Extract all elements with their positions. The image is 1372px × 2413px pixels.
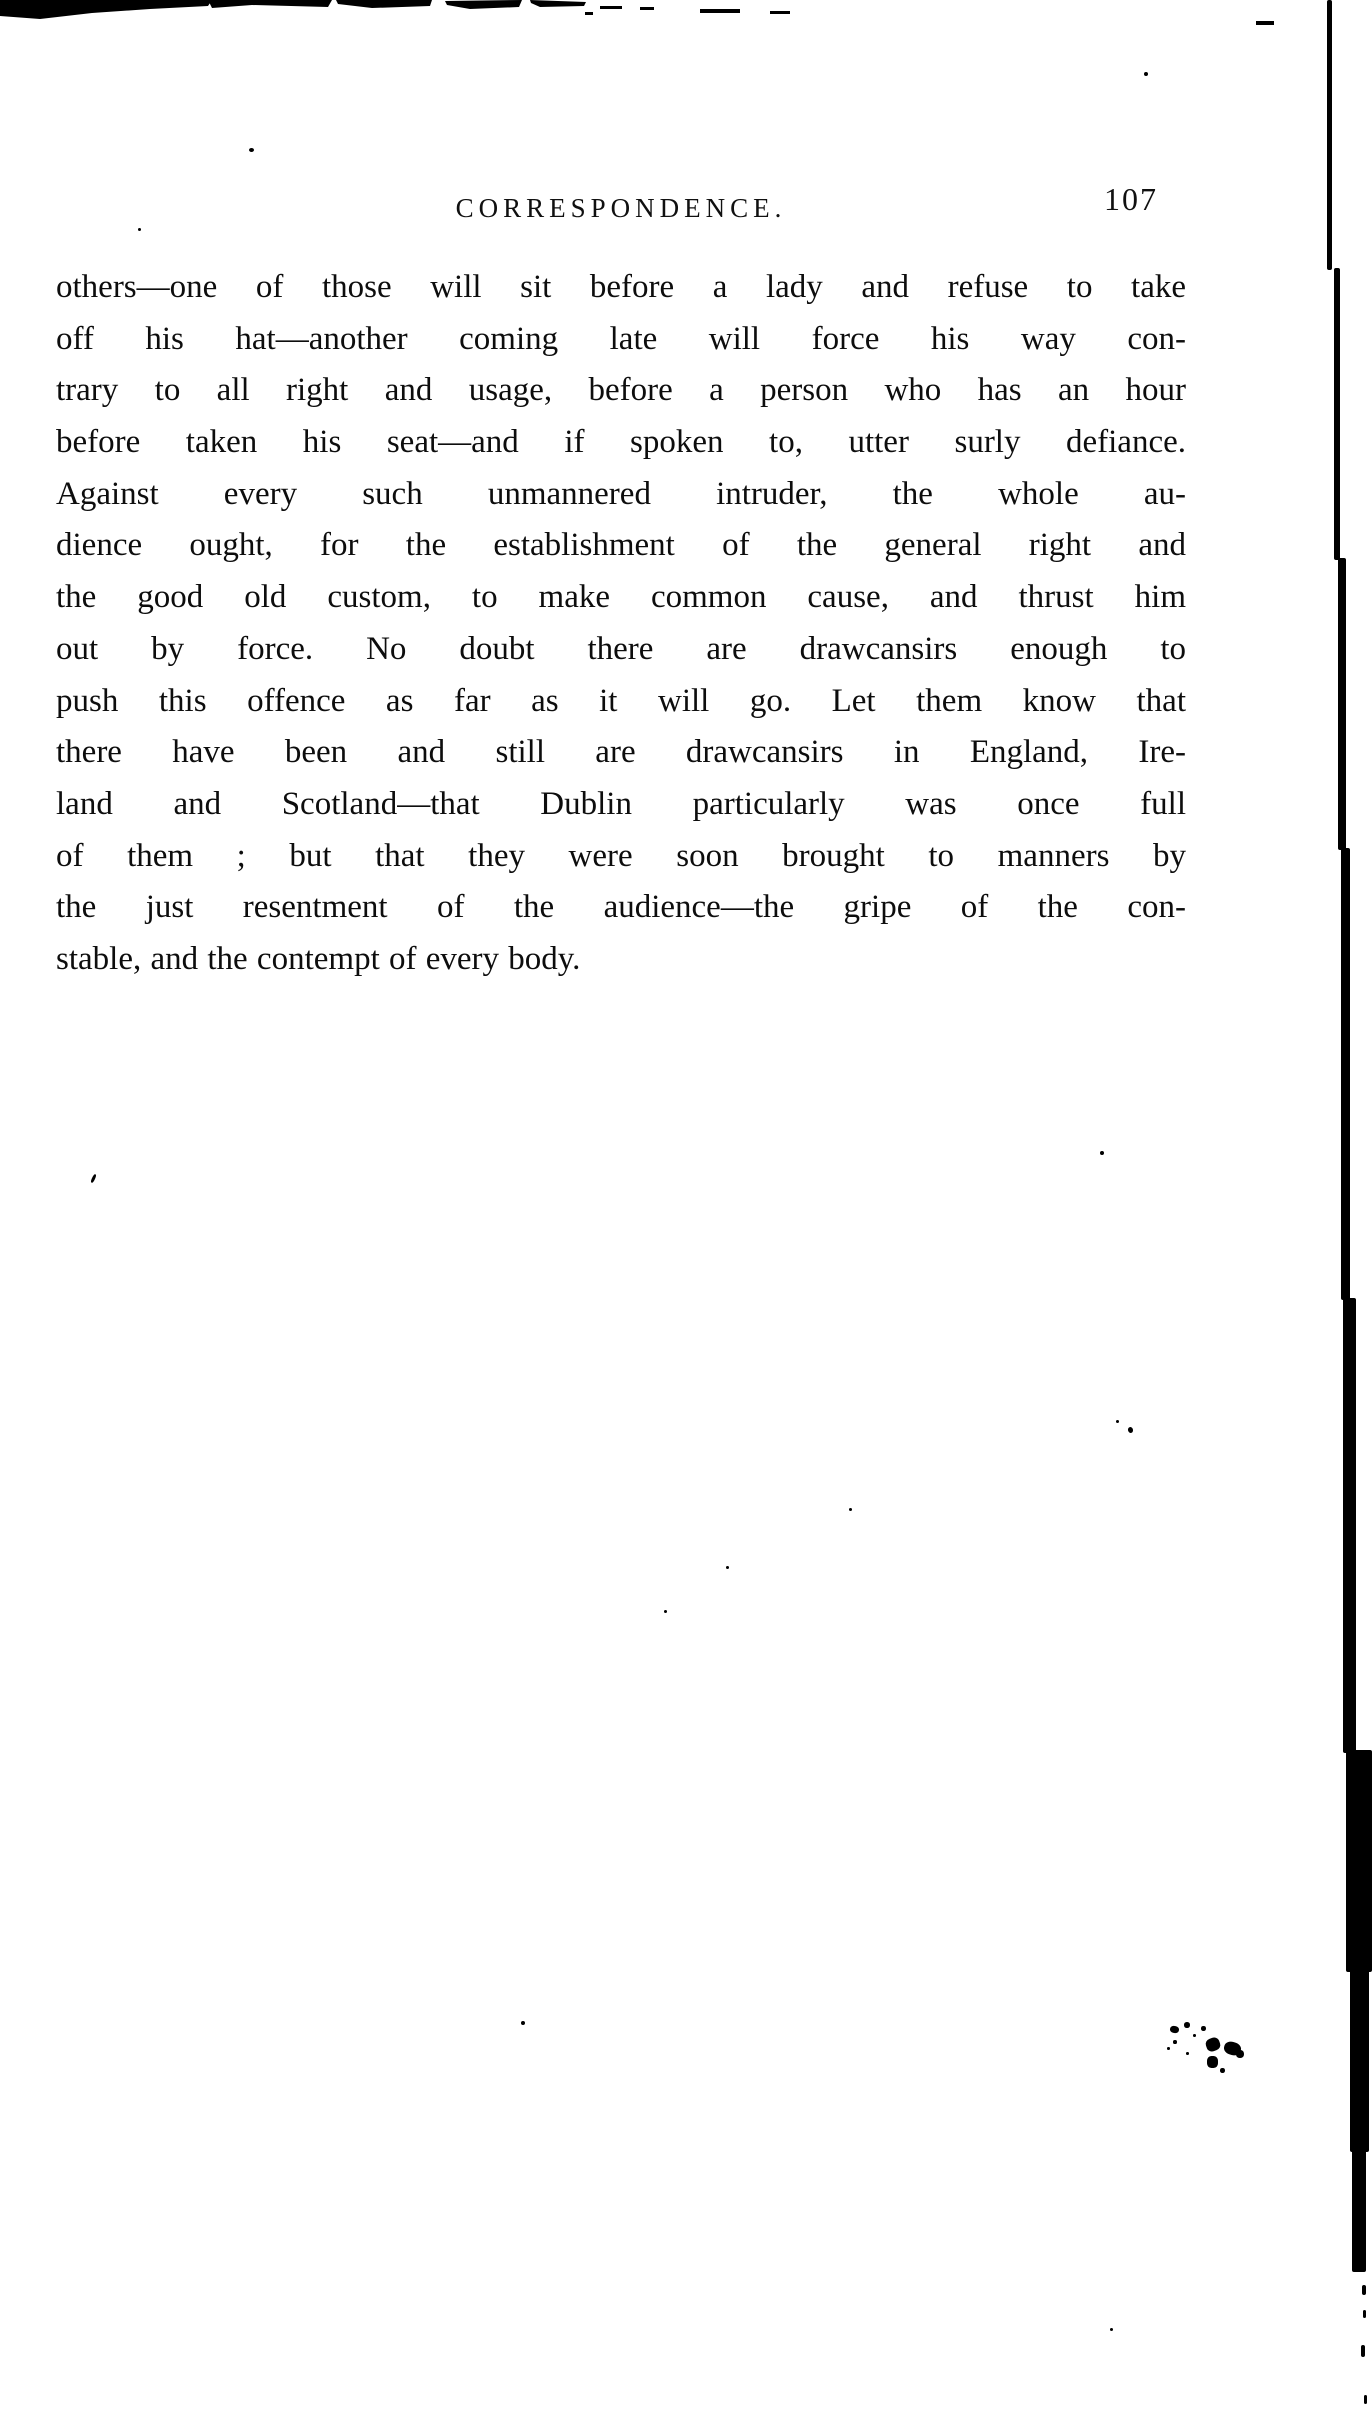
ink-speck <box>849 1508 852 1511</box>
text-line: push this offence as far as it will go. Let them know that <box>56 682 1186 719</box>
scan-artifact-right-edge <box>1364 2395 1367 2404</box>
scan-artifact-right-edge <box>1338 558 1346 850</box>
ink-blotch <box>1167 2047 1170 2050</box>
ink-blotch <box>1207 2056 1218 2068</box>
scan-artifact-right-edge <box>1352 2150 1366 2272</box>
scan-artifact-right-edge <box>1334 268 1340 560</box>
ink-blotch <box>1173 2040 1177 2044</box>
text-line: the good old custom, to make common cause, and thrust him <box>56 579 1186 616</box>
scan-artifact-top-edge <box>0 0 1372 36</box>
body-text <box>56 262 1186 986</box>
text-line: Against every such unmannered intruder, the whole au- <box>56 475 1186 512</box>
text-line: stable, and the contempt of every body. <box>56 940 581 977</box>
ink-speck <box>1144 72 1148 76</box>
scan-artifact-right-edge <box>1346 1750 1372 1972</box>
page-number: 107 <box>1104 181 1158 217</box>
scan-artifact-right-edge <box>1327 0 1332 270</box>
text-line: land and Scotland—that Dublin particularly was once full <box>56 785 1186 822</box>
ink-blotch <box>1169 2025 1179 2033</box>
text-line: others—one of those will sit before a lady and refuse to take <box>56 269 1186 305</box>
text-line: off his hat—another coming late will force his way con- <box>56 320 1186 357</box>
ink-blotch <box>1193 2034 1196 2037</box>
scan-artifact-right-edge <box>1362 2285 1366 2295</box>
ink-blotch <box>1201 2026 1206 2031</box>
ink-blotch <box>1184 2022 1190 2028</box>
text-line: there have been and still are drawcansirs in England, Ire- <box>56 734 1186 771</box>
ink-speck <box>664 1610 667 1613</box>
ink-blotch <box>1186 2052 1189 2055</box>
ink-speck <box>521 2021 525 2025</box>
scan-artifact-right-edge <box>1343 1298 1356 1753</box>
text-line: out by force. No doubt there are drawcansirs enough to <box>56 630 1186 667</box>
scan-artifact-right-edge <box>1363 2310 1366 2318</box>
ink-blotch <box>1236 2050 1244 2058</box>
text-line: trary to all right and usage, before a person who has an hour <box>56 372 1186 409</box>
ink-speck <box>1127 1426 1133 1433</box>
ink-speck <box>1110 2328 1113 2331</box>
ink-speck <box>138 228 141 231</box>
text-line: before taken his seat—and if spoken to, utter surly defiance. <box>56 424 1186 461</box>
text-line: the just resentment of the audience—the gripe of the con- <box>56 889 1186 926</box>
ink-blotch <box>1220 2068 1225 2073</box>
ink-speck <box>1116 1420 1119 1423</box>
ink-speck <box>249 148 254 152</box>
ink-speck <box>90 1174 97 1183</box>
running-header: CORRESPONDENCE. <box>455 193 787 223</box>
text-line: dience ought, for the establishment of the general right and <box>56 527 1186 564</box>
scan-artifact-right-edge <box>1341 848 1350 1300</box>
ink-speck <box>1100 1151 1104 1155</box>
scan-artifact-right-edge <box>1350 1970 1369 2152</box>
text-line: of them ; but that they were soon brought to manners by <box>56 837 1186 874</box>
scan-artifact-right-edge <box>1361 2345 1365 2357</box>
ink-speck <box>726 1566 729 1569</box>
ink-blotch <box>1204 2036 1222 2053</box>
